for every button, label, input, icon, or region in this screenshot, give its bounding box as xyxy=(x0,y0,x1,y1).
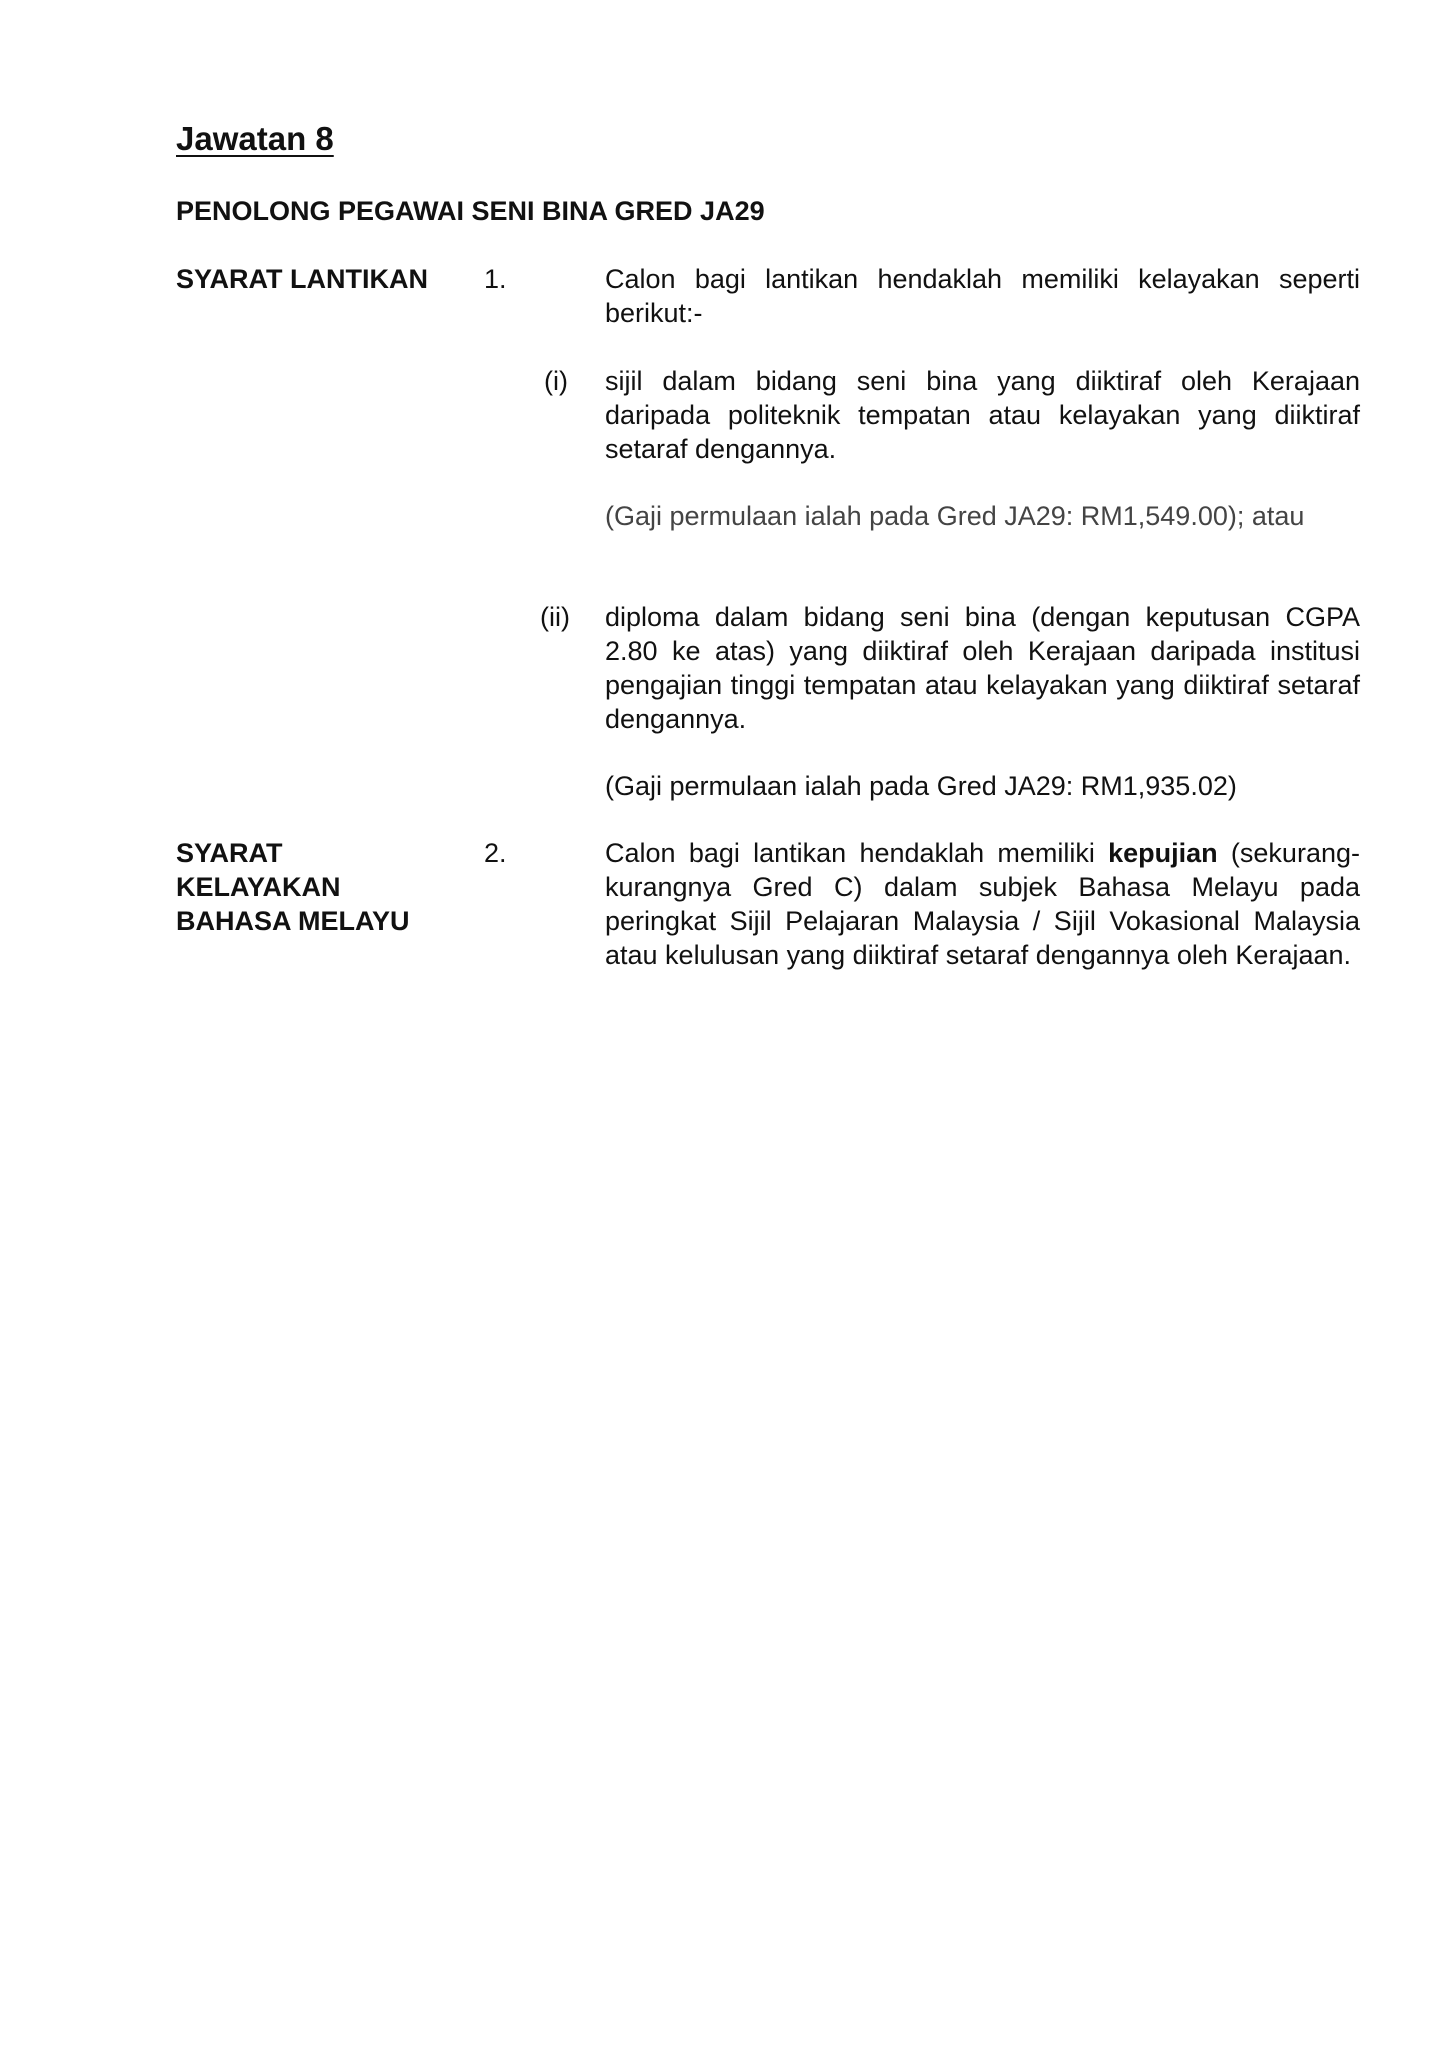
item-i-text: sijil dalam bidang seni bina yang diiktiraf oleh Kerajaan daripada politeknik tempatan atau kelayakan yang diiktiraf setaraf dengannya. xyxy=(605,366,1360,464)
item-i-salary: (Gaji permulaan ialah pada Gred JA29: RM1,549.00); atau xyxy=(605,501,1305,531)
section-label-line-3: BAHASA MELAYU xyxy=(176,906,410,936)
item-marker-i: (i) xyxy=(544,366,568,396)
section-number-2: 2. xyxy=(484,838,507,868)
section2-text xyxy=(605,836,1360,972)
section-number-1: 1. xyxy=(484,264,507,294)
item-ii-text: diploma dalam bidang seni bina (dengan keputusan CGPA 2.80 ke atas) yang diiktiraf oleh Kerajaan daripada institusi pengajian tinggi tempatan atau kelayakan yang diiktiraf setaraf dengannya. xyxy=(605,602,1360,734)
section1-intro: Calon bagi lantikan hendaklah memiliki kelayakan seperti berikut:- xyxy=(605,264,1360,328)
item-marker-ii: (ii) xyxy=(540,602,570,632)
section-label-line-1: SYARAT xyxy=(176,838,283,868)
document-title: Jawatan 8 xyxy=(176,120,334,157)
position-title: PENOLONG PEGAWAI SENI BINA GRED JA29 xyxy=(176,196,765,226)
section2-text-after: (sekurang-kurangnya Gred C) dalam subjek Bahasa Melayu pada peringkat Sijil Pelajaran Malaysia / Sijil Vokasional Malaysia atau kelulusan yang diiktiraf setaraf dengannya oleh Kerajaan. xyxy=(605,838,1360,970)
section-label-line-2: KELAYAKAN xyxy=(176,872,341,902)
section-label-syarat-lantikan: SYARAT LANTIKAN xyxy=(176,264,429,294)
section-label-syarat-kelayakan-bahasa-melayu xyxy=(176,836,456,938)
section2-text-before: Calon bagi lantikan hendaklah memiliki xyxy=(605,838,1109,868)
section2-text-bold: kepujian xyxy=(1108,838,1218,868)
item-ii-salary: (Gaji permulaan ialah pada Gred JA29: RM1,935.02) xyxy=(605,771,1237,801)
